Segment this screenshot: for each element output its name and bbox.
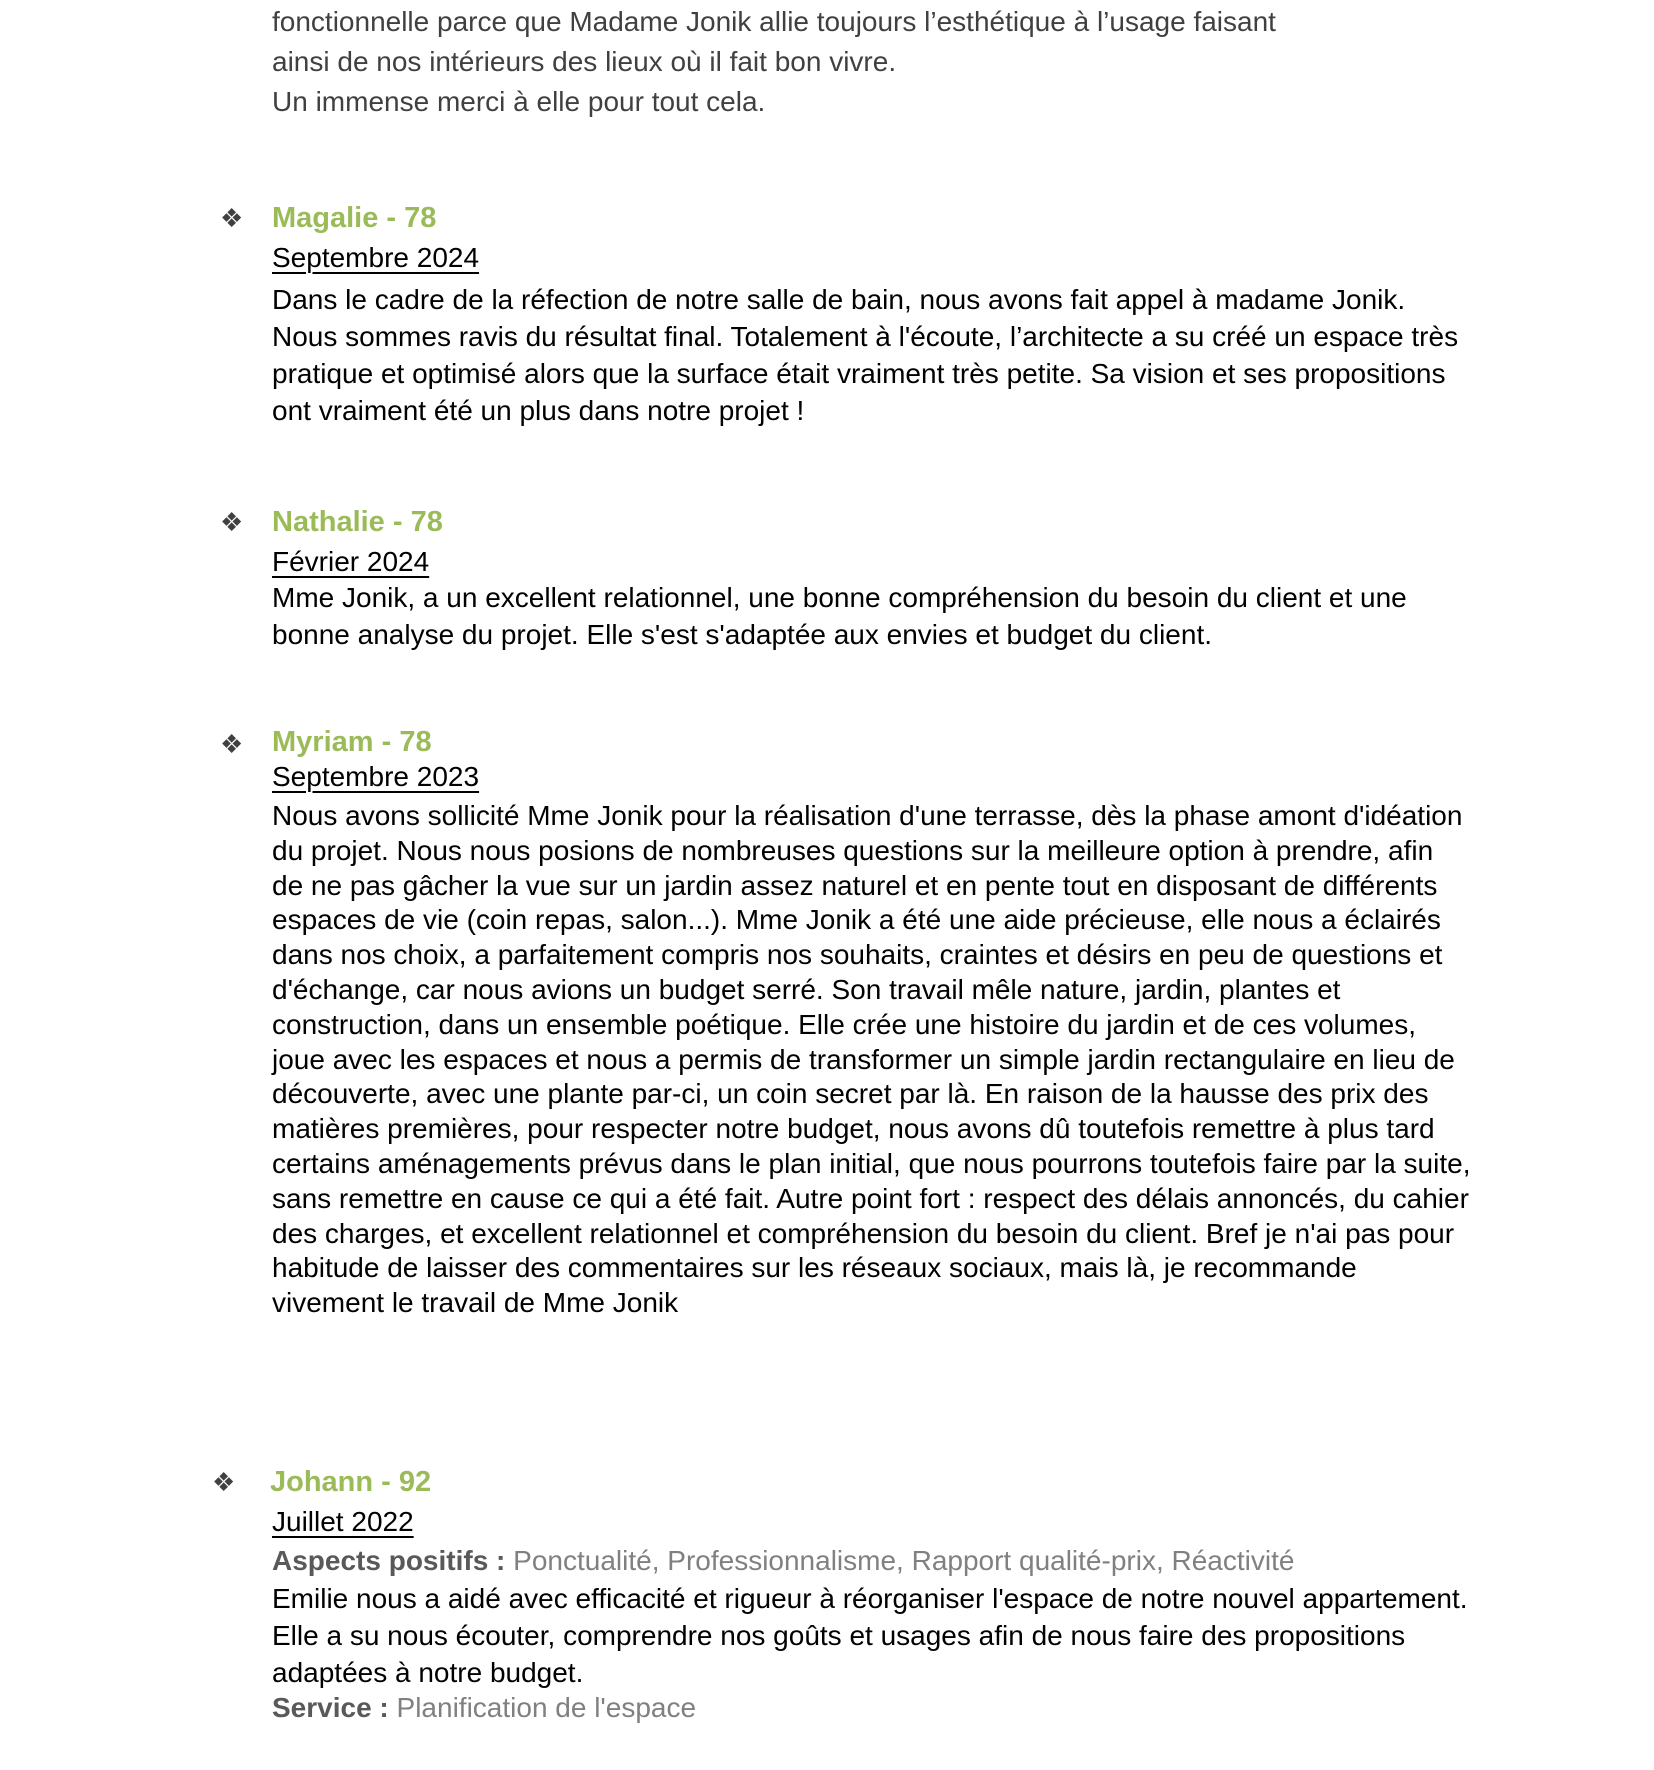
- review-text: Dans le cadre de la réfection de notre salle de bain, nous avons fait appel à madame Jonik. Nous sommes ravis du résultat final. Totalement à l'écoute, l’architecte a su créé un espace très pratique et optimisé alors que la surface était vraiment très petite. Sa vision et ses propositions ont vraiment été un plus dans notre projet !: [272, 284, 1459, 426]
- reviewer-name: Myriam - 78: [272, 726, 432, 758]
- bullet-icon: ❖: [220, 203, 244, 233]
- review-text: Nous avons sollicité Mme Jonik pour la réalisation d'une terrasse, dès la phase amont d'idéation du projet. Nous nous posions de nombreuses questions sur la meilleure option à prendre, afin de ne pas gâcher la vue sur un jardin assez naturel et en pente tout en disposant de différents espaces de vie (coin repas, salon...). Mme Jonik a été une aide précieuse, elle nous a éclairés dans nos choix, a parfaitement compris nos souhaits, craintes et désirs en peu de questions et d'échange, car nous avions un budget serré. Son travail mêle nature, jardin, plantes et construction, dans un ensemble poétique. Elle crée une histoire du jardin et de ces volumes, joue avec les espaces et nous a permis de transformer un simple jardin rectangulaire en lieu de découverte, avec une plante par-ci, un coin secret par là. En raison de la hausse des prix des matières premières, pour respecter notre budget, nous avons dû toutefois remettre à plus tard certains aménagements prévus dans le plan initial, que nous pourrons toutefois faire par la suite, sans remettre en cause ce qui a été fait. Autre point fort : respect des délais annoncés, du cahier des charges, et excellent relationnel et compréhension du besoin du client. Bref je n'ai pas pour habitude de laisser des commentaires sur les réseaux sociaux, mais là, je recommande vivement le travail de Mme Jonik: [272, 800, 1471, 1319]
- service-value: Planification de l'espace: [396, 1692, 697, 1723]
- bullet-icon: ❖: [220, 507, 244, 537]
- service-line: [272, 1691, 1472, 1725]
- review-text: Emilie nous a aidé avec efficacité et rigueur à réorganiser l'espace de notre nouvel appartement. Elle a su nous écouter, comprendre nos goûts et usages afin de nous faire des propositions adaptées à notre budget.: [272, 1583, 1468, 1688]
- review-date: Septembre 2024: [272, 242, 480, 273]
- aspects-label: Aspects positifs :: [272, 1545, 506, 1576]
- review-myriam: [220, 724, 1472, 1321]
- review-date: Juillet 2022: [272, 1506, 414, 1537]
- review-text: Mme Jonik, a un excellent relationnel, une bonne compréhension du besoin du client et une bonne analyse du projet. Elle s'est s'adaptée aux envies et budget du client.: [272, 582, 1407, 650]
- bullet-icon: ❖: [220, 729, 244, 759]
- review-date: Février 2024: [272, 546, 430, 577]
- intro-line: ainsi de nos intérieurs des lieux où il fait bon vivre.: [272, 46, 897, 77]
- reviewer-name: Nathalie - 78: [272, 506, 443, 538]
- intro-line: fonctionnelle parce que Madame Jonik allie toujours l’esthétique à l’usage faisant: [272, 6, 1276, 37]
- bullet-icon: ❖: [212, 1467, 236, 1497]
- review-nathalie: [220, 502, 1472, 653]
- review-johann: [212, 1462, 1472, 1725]
- service-label: Service :: [272, 1692, 389, 1723]
- intro-paragraph: [272, 2, 1452, 122]
- reviewer-name: Magalie - 78: [272, 202, 437, 234]
- reviewer-name: Johann - 92: [270, 1466, 432, 1498]
- intro-line: Un immense merci à elle pour tout cela.: [272, 86, 766, 117]
- review-date: Septembre 2023: [272, 761, 480, 792]
- aspects-positifs: [272, 1542, 1472, 1580]
- review-magalie: [220, 198, 1472, 429]
- aspects-value: Ponctualité, Professionnalisme, Rapport qualité-prix, Réactivité: [513, 1545, 1295, 1576]
